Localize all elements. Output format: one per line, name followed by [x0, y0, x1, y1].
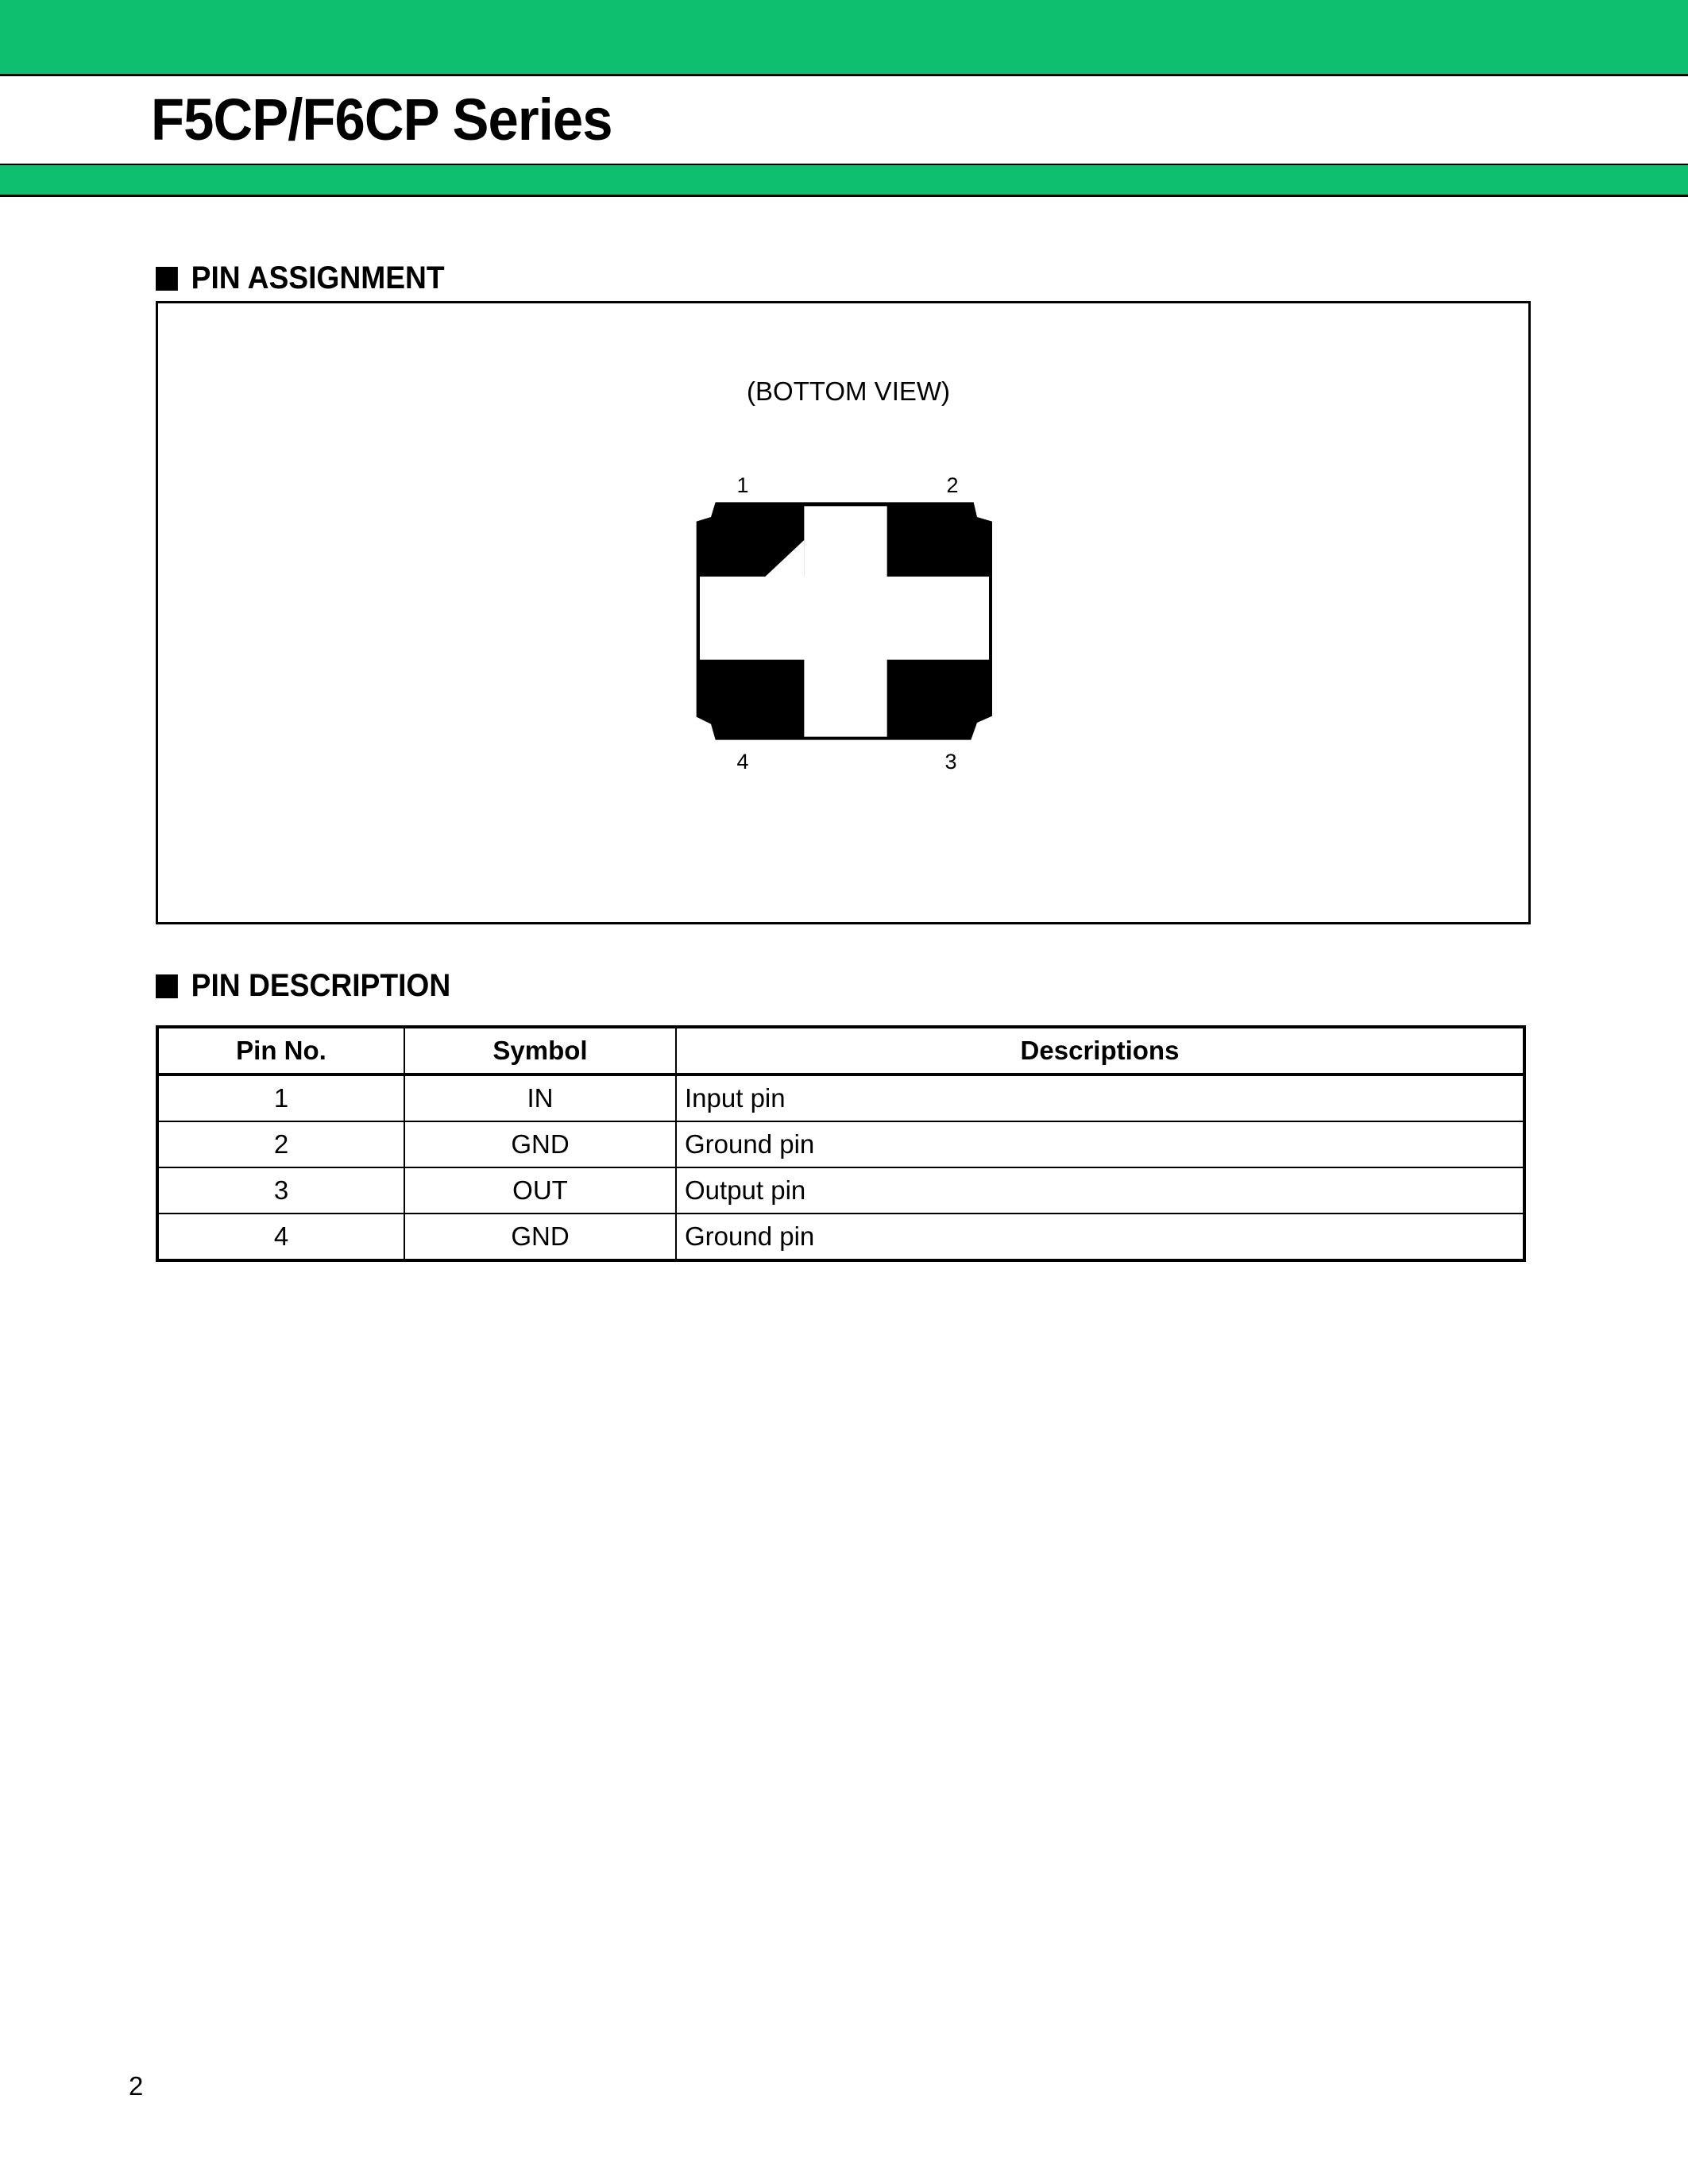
bottom-view-label: (BOTTOM VIEW) — [746, 376, 951, 406]
pin-cell: 3 — [157, 1167, 404, 1214]
table-row — [157, 1167, 1524, 1214]
table-header-row — [157, 1027, 1524, 1075]
square-bullet-icon — [156, 267, 178, 291]
square-bullet-icon — [156, 974, 178, 998]
pin-label-2: 2 — [946, 473, 959, 497]
symbol-cell: GND — [404, 1214, 676, 1260]
description-cell: Output pin — [676, 1167, 1524, 1214]
section-heading-pin-assignment — [156, 260, 445, 296]
description-cell: Ground pin — [676, 1214, 1524, 1260]
header-band-bottom — [0, 164, 1688, 197]
column-header: Pin No. — [157, 1027, 404, 1075]
page-title: F5CP/F6CP Series — [151, 87, 612, 152]
pin-label-3: 3 — [944, 750, 957, 774]
symbol-cell: OUT — [404, 1167, 676, 1214]
pin-description-table — [156, 1025, 1526, 1262]
section-heading-pin-description — [156, 968, 450, 1004]
pin-label-1: 1 — [736, 473, 749, 497]
symbol-cell: GND — [404, 1121, 676, 1167]
page-number: 2 — [129, 2071, 144, 2101]
header-band-top — [0, 0, 1688, 76]
description-cell: Ground pin — [676, 1121, 1524, 1167]
center-cross-horizontal — [700, 577, 989, 660]
description-cell: Input pin — [676, 1075, 1524, 1121]
section-heading-text: PIN ASSIGNMENT — [191, 260, 445, 295]
pin-cell: 2 — [157, 1121, 404, 1167]
pin-cell: 4 — [157, 1214, 404, 1260]
table-row — [157, 1214, 1524, 1260]
pin-cell: 1 — [157, 1075, 404, 1121]
table-row — [157, 1075, 1524, 1121]
symbol-cell: IN — [404, 1075, 676, 1121]
table-row — [157, 1121, 1524, 1167]
column-header: Descriptions — [676, 1027, 1524, 1075]
pin-label-4: 4 — [736, 750, 749, 774]
column-header: Symbol — [404, 1027, 676, 1075]
package-bottom-view-diagram — [675, 461, 1009, 778]
section-heading-text: PIN DESCRIPTION — [191, 968, 451, 1003]
